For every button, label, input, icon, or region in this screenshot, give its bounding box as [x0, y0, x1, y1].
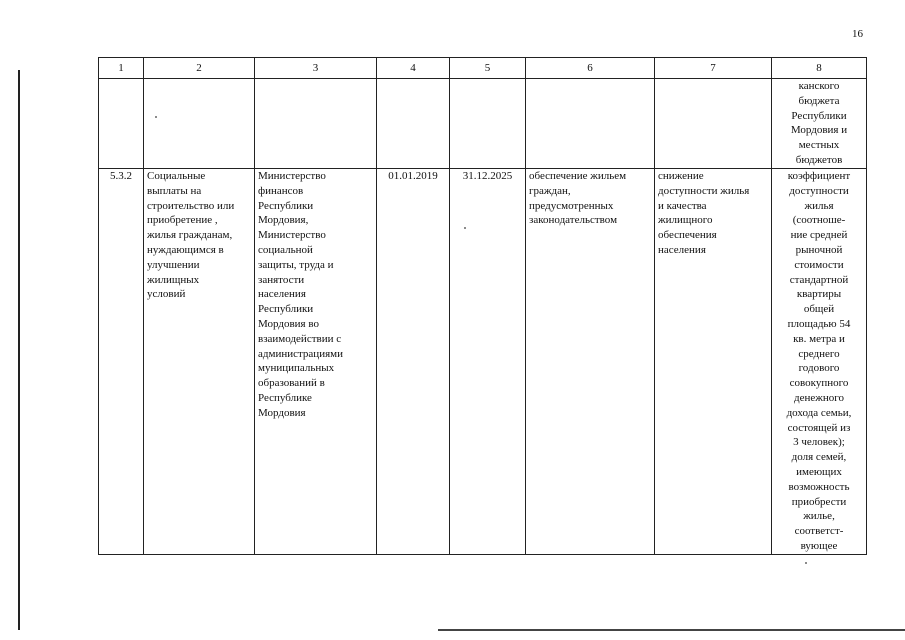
cell-empty [655, 79, 772, 169]
expected-result: обеспечение жильем граждан, предусмотренных законодательством [526, 169, 655, 555]
funding-source-continuation: канского бюджета Республики Мордовия и местных бюджетов [772, 79, 867, 169]
column-header-2: 2 [144, 58, 255, 79]
table-header-row [99, 58, 867, 79]
start-date: 01.01.2019 [377, 169, 450, 555]
column-header-5: 5 [450, 58, 526, 79]
row-number: 5.3.2 [99, 169, 144, 555]
scan-speck [805, 562, 807, 564]
non-implementation-consequence: снижение доступности жилья и качества жилищного обеспечения населения [655, 169, 772, 555]
column-header-7: 7 [655, 58, 772, 79]
scan-edge-mark-left [18, 70, 20, 630]
cell-empty [377, 79, 450, 169]
end-date: 31.12.2025 [450, 169, 526, 555]
responsible-executor: Министерство финансов Республики Мордовия, Министерство социальной защиты, труда и занятости населения Республики Мордовия во взаимодействии с администрациями муниципальных образований в Республике Мордовия [255, 169, 377, 555]
cell-empty [526, 79, 655, 169]
program-measures-table [98, 57, 867, 555]
cell-empty [255, 79, 377, 169]
target-indicator: коэффициент доступности жилья (соотноше- ние средней рыночной стоимости стандартной квартиры общей площадью 54 кв. метра и среднего годового совокупного денежного дохода семьи, состоящей из 3 человек); доля семей, имеющих возможность приобрести жилье, соответст- вующее [772, 169, 867, 555]
column-header-8: 8 [772, 58, 867, 79]
scan-edge-mark-bottom [438, 629, 905, 631]
column-header-6: 6 [526, 58, 655, 79]
column-header-3: 3 [255, 58, 377, 79]
column-header-4: 4 [377, 58, 450, 79]
measure-name: Социальные выплаты на строительство или приобретение , жилья гражданам, нуждающимся в улучшении жилищных условий [144, 169, 255, 555]
table-row-5-3-2 [99, 169, 867, 555]
cell-empty [144, 79, 255, 169]
page-number: 16 [852, 28, 863, 40]
cell-empty [450, 79, 526, 169]
table-row-continuation [99, 79, 867, 169]
column-header-1: 1 [99, 58, 144, 79]
cell-empty [99, 79, 144, 169]
